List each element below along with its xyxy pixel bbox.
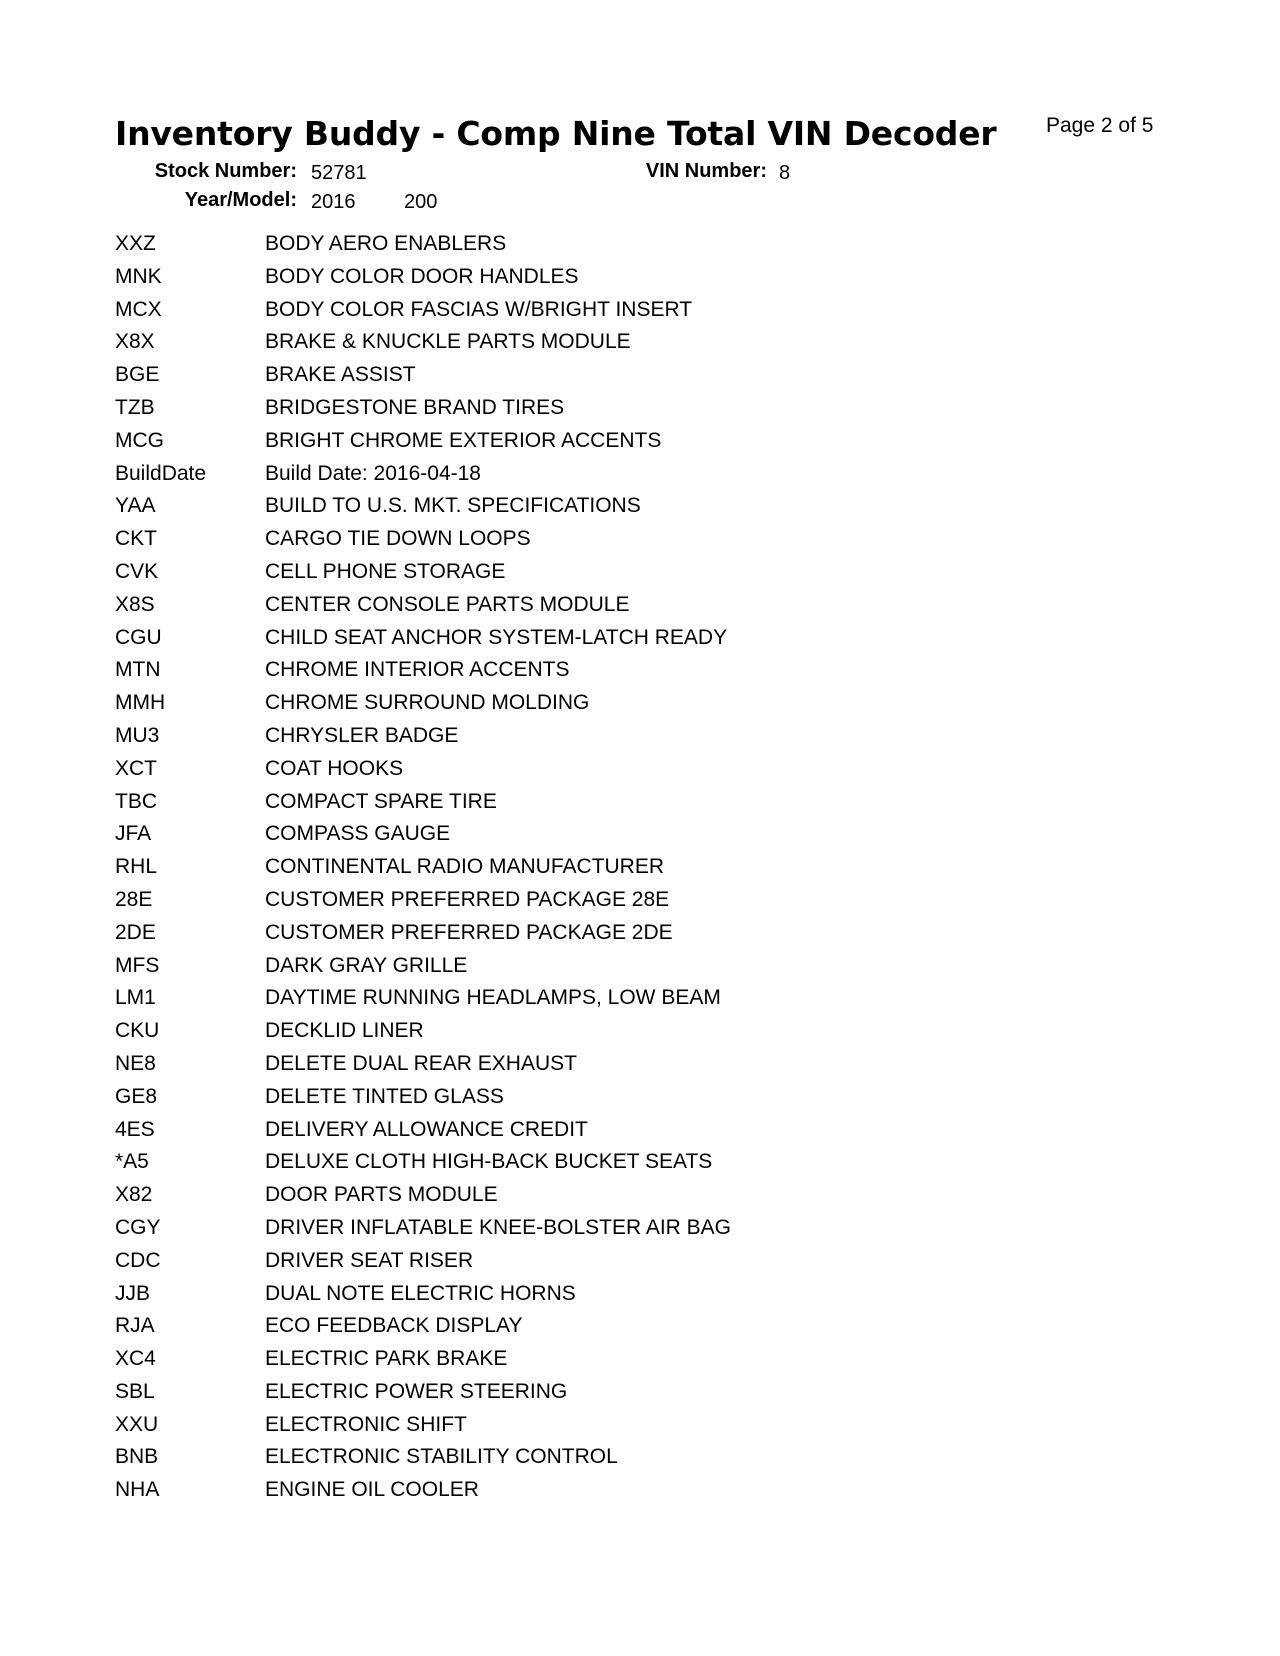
option-description: CHRYSLER BADGE xyxy=(265,723,459,747)
option-description: CUSTOMER PREFERRED PACKAGE 2DE xyxy=(265,920,673,944)
option-row xyxy=(115,589,1015,622)
option-row xyxy=(115,1278,1015,1311)
option-description: BRIDGESTONE BRAND TIRES xyxy=(265,395,565,419)
option-code: MCX xyxy=(115,297,162,321)
option-row xyxy=(115,458,1015,491)
option-code: MTN xyxy=(115,658,161,682)
option-code: NE8 xyxy=(115,1051,156,1075)
page-indicator: Page 2 of 5 xyxy=(1046,114,1154,137)
option-description: CARGO TIE DOWN LOOPS xyxy=(265,527,531,551)
option-code: CKU xyxy=(115,1019,160,1043)
option-code: XCT xyxy=(115,756,157,780)
option-code: LM1 xyxy=(115,986,156,1010)
option-row xyxy=(115,1081,1015,1114)
option-description: CHROME SURROUND MOLDING xyxy=(265,691,590,715)
option-code: CGU xyxy=(115,625,162,649)
option-code: YAA xyxy=(115,494,156,518)
option-description: CUSTOMER PREFERRED PACKAGE 28E xyxy=(265,887,670,911)
option-code: RJA xyxy=(115,1314,155,1338)
option-code: 2DE xyxy=(115,920,156,944)
option-description: COMPACT SPARE TIRE xyxy=(265,789,497,813)
option-row xyxy=(115,261,1015,294)
option-description: DELIVERY ALLOWANCE CREDIT xyxy=(265,1117,588,1141)
option-row xyxy=(115,1376,1015,1409)
option-row xyxy=(115,1114,1015,1147)
option-description: Build Date: 2016-04-18 xyxy=(265,461,481,485)
option-description: ELECTRIC POWER STEERING xyxy=(265,1379,568,1403)
option-row xyxy=(115,753,1015,786)
option-description: DRIVER SEAT RISER xyxy=(265,1248,474,1272)
vin-number-value: 8 xyxy=(779,162,791,184)
option-code: TZB xyxy=(115,395,155,419)
option-code: MFS xyxy=(115,953,160,977)
option-row xyxy=(115,490,1015,523)
option-description: ENGINE OIL COOLER xyxy=(265,1478,479,1502)
option-row xyxy=(115,720,1015,753)
option-description: BODY AERO ENABLERS xyxy=(265,232,507,255)
option-description: DELUXE CLOTH HIGH-BACK BUCKET SEATS xyxy=(265,1150,713,1174)
option-description: ECO FEEDBACK DISPLAY xyxy=(265,1314,523,1338)
option-row xyxy=(115,523,1015,556)
option-row xyxy=(115,1343,1015,1376)
option-code: MU3 xyxy=(115,723,160,747)
options-list xyxy=(115,228,1015,1507)
page-title: Inventory Buddy - Comp Nine Total VIN Decoder xyxy=(115,114,997,153)
option-row xyxy=(115,1048,1015,1081)
option-row xyxy=(115,228,1015,261)
option-row xyxy=(115,1146,1015,1179)
option-row xyxy=(115,1310,1015,1343)
option-code: X82 xyxy=(115,1183,153,1207)
option-description: COAT HOOKS xyxy=(265,756,404,780)
option-row xyxy=(115,1179,1015,1212)
option-description: ELECTRIC PARK BRAKE xyxy=(265,1347,508,1371)
option-row xyxy=(115,326,1015,359)
option-description: ELECTRONIC SHIFT xyxy=(265,1412,467,1436)
option-row xyxy=(115,917,1015,950)
option-row xyxy=(115,1441,1015,1474)
option-code: X8X xyxy=(115,330,155,354)
option-row xyxy=(115,851,1015,884)
year-value: 2016 xyxy=(311,191,356,213)
option-row xyxy=(115,622,1015,655)
option-row xyxy=(115,818,1015,851)
option-code: BuildDate xyxy=(115,461,207,485)
option-description: CONTINENTAL RADIO MANUFACTURER xyxy=(265,855,665,879)
option-row xyxy=(115,359,1015,392)
option-row xyxy=(115,1015,1015,1048)
option-row xyxy=(115,556,1015,589)
option-description: BRAKE & KNUCKLE PARTS MODULE xyxy=(265,330,631,354)
option-code: CKT xyxy=(115,527,157,551)
option-row xyxy=(115,294,1015,327)
year-model-label: Year/Model: xyxy=(184,189,297,211)
option-code: MMH xyxy=(115,691,166,715)
option-code: CDC xyxy=(115,1248,161,1272)
stock-number-value: 52781 xyxy=(311,162,367,184)
option-description: DUAL NOTE ELECTRIC HORNS xyxy=(265,1281,576,1305)
option-code: JJB xyxy=(115,1281,151,1305)
option-row xyxy=(115,654,1015,687)
option-description: BRAKE ASSIST xyxy=(265,363,416,387)
option-code: MCG xyxy=(115,428,164,452)
option-description: DECKLID LINER xyxy=(265,1019,424,1043)
option-code: CVK xyxy=(115,559,159,583)
option-code: BGE xyxy=(115,363,160,387)
option-description: CHROME INTERIOR ACCENTS xyxy=(265,658,570,682)
option-description: COMPASS GAUGE xyxy=(265,822,451,846)
option-code: BNB xyxy=(115,1445,159,1469)
option-description: BUILD TO U.S. MKT. SPECIFICATIONS xyxy=(265,494,641,518)
option-code: SBL xyxy=(115,1379,155,1403)
option-code: NHA xyxy=(115,1478,160,1502)
option-code: *A5 xyxy=(115,1150,149,1174)
option-row xyxy=(115,425,1015,458)
option-row xyxy=(115,392,1015,425)
option-code: CGY xyxy=(115,1215,161,1239)
option-code: MNK xyxy=(115,264,162,288)
model-value: 200 xyxy=(404,191,438,213)
option-description: BODY COLOR DOOR HANDLES xyxy=(265,264,579,288)
option-description: BODY COLOR FASCIAS W/BRIGHT INSERT xyxy=(265,297,693,321)
option-code: JFA xyxy=(115,822,152,846)
option-description: DOOR PARTS MODULE xyxy=(265,1183,498,1207)
option-code: XXU xyxy=(115,1412,159,1436)
option-description: BRIGHT CHROME EXTERIOR ACCENTS xyxy=(265,428,662,452)
option-description: ELECTRONIC STABILITY CONTROL xyxy=(265,1445,618,1469)
option-code: GE8 xyxy=(115,1084,158,1108)
option-row xyxy=(115,884,1015,917)
option-row xyxy=(115,786,1015,819)
option-description: CELL PHONE STORAGE xyxy=(265,559,506,583)
stock-number-label: Stock Number: xyxy=(154,160,297,182)
option-row xyxy=(115,1474,1015,1507)
option-description: CENTER CONSOLE PARTS MODULE xyxy=(265,592,630,616)
option-row xyxy=(115,687,1015,720)
option-row xyxy=(115,982,1015,1015)
option-code: XC4 xyxy=(115,1347,156,1371)
option-code: RHL xyxy=(115,855,158,879)
option-row xyxy=(115,1212,1015,1245)
option-code: 28E xyxy=(115,887,153,911)
vin-number-label: VIN Number: xyxy=(645,160,767,182)
option-description: DRIVER INFLATABLE KNEE-BOLSTER AIR BAG xyxy=(265,1215,732,1239)
option-row xyxy=(115,950,1015,983)
option-row xyxy=(115,1409,1015,1442)
option-code: X8S xyxy=(115,592,155,616)
option-description: DARK GRAY GRILLE xyxy=(265,953,468,977)
option-code: 4ES xyxy=(115,1117,155,1141)
option-row xyxy=(115,1245,1015,1278)
option-description: CHILD SEAT ANCHOR SYSTEM-LATCH READY xyxy=(265,625,728,649)
option-description: DELETE DUAL REAR EXHAUST xyxy=(265,1051,577,1075)
option-description: DELETE TINTED GLASS xyxy=(265,1084,504,1108)
option-code: TBC xyxy=(115,789,157,813)
option-code: XXZ xyxy=(115,232,156,255)
option-description: DAYTIME RUNNING HEADLAMPS, LOW BEAM xyxy=(265,986,721,1010)
